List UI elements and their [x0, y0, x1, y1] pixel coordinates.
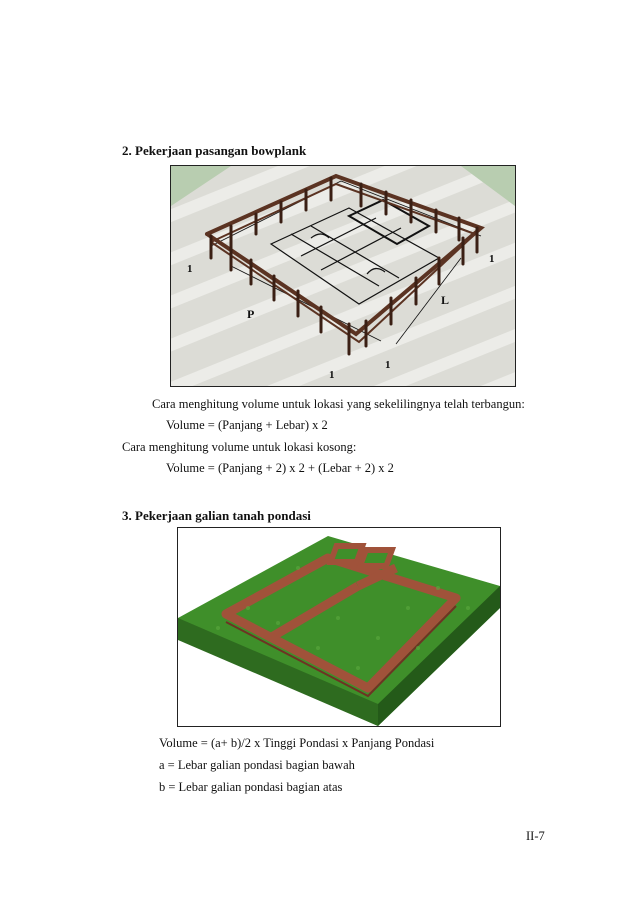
section-3-definition-b: b = Lebar galian pondasi bagian atas [159, 780, 343, 794]
dim-label-1-left: 1 [187, 263, 193, 275]
section-2-formula-2: Volume = (Panjang + 2) x 2 + (Lebar + 2) x 2 [166, 461, 394, 475]
bowplank-illustration [171, 166, 515, 386]
foundation-excavation-illustration [178, 528, 500, 726]
foundation-excavation-figure [177, 527, 501, 727]
section-3-formula: Volume = (a+ b)/2 x Tinggi Pondasi x Panjang Pondasi [159, 736, 435, 750]
section-3-definition-a: a = Lebar galian pondasi bagian bawah [159, 758, 355, 772]
dim-label-l: L [441, 293, 450, 307]
section-2-heading: 2. Pekerjaan pasangan bowplank [122, 143, 307, 158]
section-2-formula-1: Volume = (Panjang + Lebar) x 2 [166, 418, 328, 432]
bowplank-figure [170, 165, 516, 387]
dim-label-1-bottom-left: 1 [329, 369, 335, 381]
dim-label-1-right: 1 [489, 253, 495, 265]
page-number: II-7 [526, 829, 545, 843]
section-2-line-1: Cara menghitung volume untuk lokasi yang sekelilingnya telah terbangun: [152, 397, 525, 411]
section-3-heading: 3. Pekerjaan galian tanah pondasi [122, 508, 311, 523]
dim-label-p: P [247, 307, 255, 321]
section-2-line-3: Cara menghitung volume untuk lokasi kosong: [122, 440, 357, 454]
dim-label-1-bottom-right: 1 [385, 359, 391, 371]
